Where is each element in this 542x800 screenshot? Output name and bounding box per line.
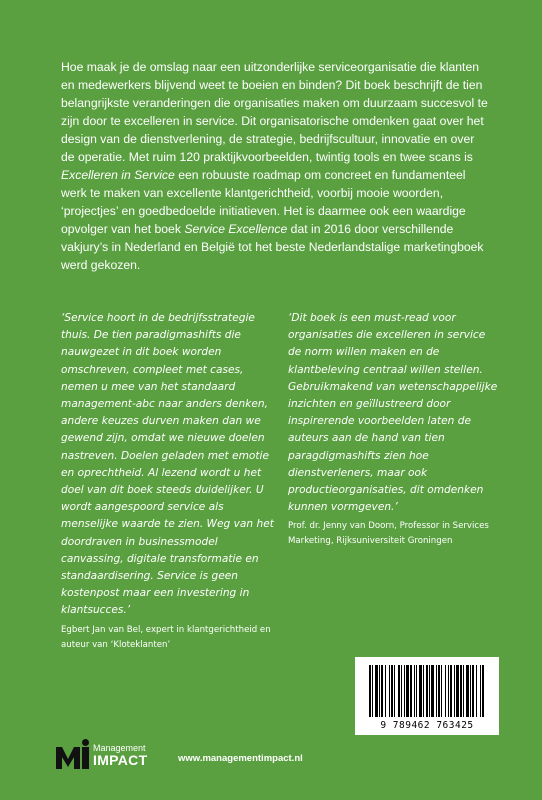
logo-text-impact: IMPACT: [93, 752, 148, 768]
back-cover-blurb: [61, 58, 491, 274]
book-title-excelleren: Excelleren in Service: [61, 168, 175, 182]
logo-text-management: Management: [93, 743, 146, 753]
isbn-barcode: [355, 657, 499, 735]
isbn-number: 9 789462 763425: [380, 720, 474, 731]
endorsement-right: [288, 310, 498, 549]
endorsement-left: [61, 310, 276, 653]
blurb-part-2: een robuuste roadmap om concreet en fundamenteel werk te maken van excellente klantgerichtheid, voorbij mooie woorden, ‘projectjes’ en goedbedoelde initiatieven. Het is daarmee ook een waardige opvolger van het boek: [61, 168, 466, 236]
mi-logo-icon: [56, 739, 90, 769]
blurb-part-3: dat in 2016 door verschillende vakjury’s in Nederland en België tot het beste Nederlandstalige marketingboek werd gekozen.: [61, 222, 484, 272]
endorsement-left-text: ‘Service hoort in de bedrijfsstrategie thuis. De tien paradigmashifts die nauwgezet in dit boek worden omschreven, compleet met cases, nemen u mee van het standaard management-abc naar anders denken, andere keuzes durven maken dan we gewend zijn, omdat we nieuwe doelen nastreven. Doelen geladen met emotie en oprechtheid. Al lezend wordt u het doel van dit boek steeds duidelijker. U wordt aangespoord service als menselijke waarde te zien. Weg van het doordraven in businessmodel canvassing, digitale transformatie en standaardisering. Service is geen kostenpost maar een investering in klantsucces.’: [61, 312, 274, 617]
endorsement-right-text: ‘Dit boek is een must-read voor organisaties die excelleren in service de norm willen maken en de klantbeleving centraal willen stellen. Gebruikmakend van wetenschappelijke inzichten en geïllustreerd door inspirerende voorbeelden laten de auteurs aan de hand van tien paragdigmashifts zien hoe dienstverleners, maar ook productieorganisaties, dit omdenken kunnen vormgeven.’: [288, 312, 498, 514]
barcode-bars: [369, 665, 485, 717]
endorsement-right-attribution: Prof. dr. Jenny van Doorn, Professor in Services Marketing, Rijksuniversiteit Groningen: [288, 521, 489, 547]
endorsement-left-attribution: Egbert Jan van Bel, expert in klantgerichtheid en auteur van ‘Kloteklanten’: [61, 624, 271, 650]
publisher-logo: [56, 739, 166, 769]
book-title-service-excellence: Service Excellence: [184, 222, 288, 236]
publisher-url: www.managementimpact.nl: [178, 753, 303, 764]
blurb-part-1: Hoe maak je de omslag naar een uitzonderlijke serviceorganisatie die klanten en medewerkers blijvend weet te boeien en binden? Dit boek beschrijft de tien belangrijkste veranderingen die organisaties maken om duurzaam succesvol te zijn door te excelleren in service. Dit organisatorische omdenken gaat over het design van de dienstverlening, de strategie, bedrijfscultuur, innovatie en over de operatie. Met ruim 120 praktijkvoorbeelden, twintig tools en twee scans is: [61, 60, 488, 164]
